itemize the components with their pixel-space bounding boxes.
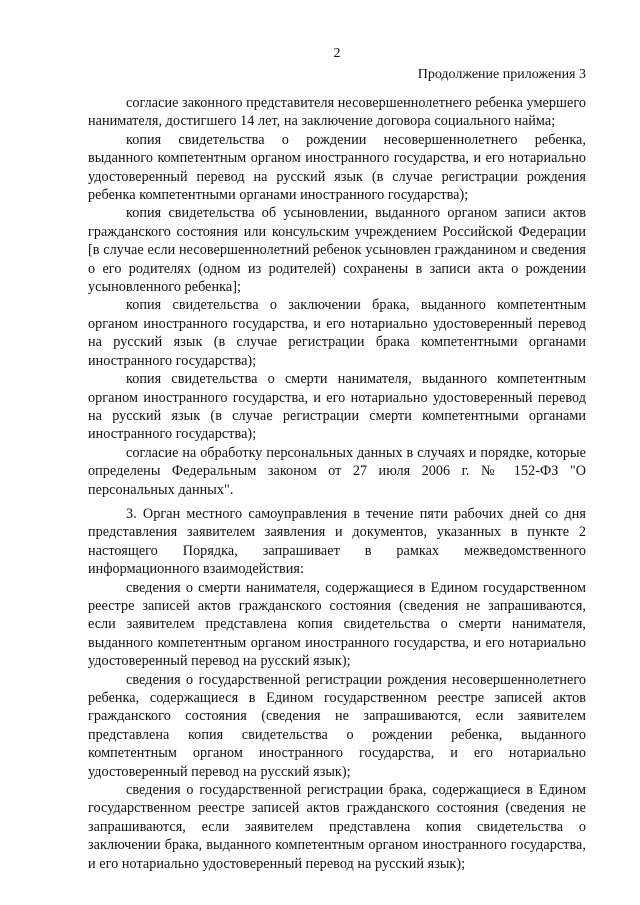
paragraph-section-3: 3. Орган местного самоуправления в течение пяти рабочих дней со дня представления заявителем заявления и документов, указанных в пункте 2 настоящего Порядка, запрашивает в рамках межведомственного информационного взаимодействия: (88, 505, 586, 578)
page-number: 2 (333, 46, 341, 61)
paragraph-death-records-request: сведения о смерти нанимателя, содержащиеся в Едином государственном реестре записей актов гражданского состояния (сведения не запрашиваются, если заявителем представлена копия свидетельства о смерти нанимателя, выданного компетентным органом иностранного государства, и его нотариально удостоверенный перевод на русский язык); (88, 579, 586, 670)
paragraph-death-certificate-copy: копия свидетельства о смерти нанимателя, выданного компетентным органом иностранного государства, и его нотариально удостоверенный перевод на русский язык (в случае регистрации смерти компетентными органами иностранного государства); (88, 371, 586, 443)
appendix-continuation-note: Продолжение приложения 3 (417, 67, 586, 82)
paragraph-birth-certificate-copy: копия свидетельства о рождении несовершеннолетнего ребенка, выданного компетентным органом иностранного государства, и его нотариально удостоверенный перевод на русский язык (в случае регистрации рождения ребенка компетентными органами иностранного государства); (88, 131, 586, 204)
paragraph-personal-data-consent: согласие на обработку персональных данных в случаях и порядке, которые определены Федеральным законом от 27 июля 2006 г. № 152-ФЗ "О персональных данных". (88, 444, 586, 498)
paragraph-adoption-certificate-copy: копия свидетельства об усыновлении, выданного органом записи актов гражданского состояния или консульским учреждением Российской Федерации [в случае если несовершеннолетний ребенок усыновлен гражданином и сведения о его родителях (одном из родителей) сохранены в записи акта о рождении усыновленного ребенка]; (88, 205, 586, 296)
paragraph-birth-records-request: сведения о государственной регистрации рождения несовершеннолетнего ребенка, содержащиеся в Едином государственном реестре записей актов гражданского состояния (сведения не запрашиваются, если заявителем представлена копия свидетельства о рождении ребенка, выданного компетентным органом иностранного государства, и его нотариально удостоверенный перевод на русский язык); (88, 671, 586, 780)
paragraph-marriage-records-request: сведения о государственной регистрации брака, содержащиеся в Едином государственном реестре записей актов гражданского состояния (сведения не запрашиваются, если заявителем представлена копия свидетельства о заключении брака, выданного компетентным органом иностранного государства, и его нотариально удостоверенный перевод на русский язык); (88, 782, 586, 872)
paragraph-marriage-certificate-copy: копия свидетельства о заключении брака, выданного компетентным органом иностранного государства, и его нотариально удостоверенный перевод на русский язык (в случае регистрации брака компетентными органами иностранного государства); (88, 297, 586, 369)
paragraph-consent-legal-representative: согласие законного представителя несовершеннолетнего ребенка умершего нанимателя, достигшего 14 лет, на заключение договора социального найма; (88, 95, 586, 130)
